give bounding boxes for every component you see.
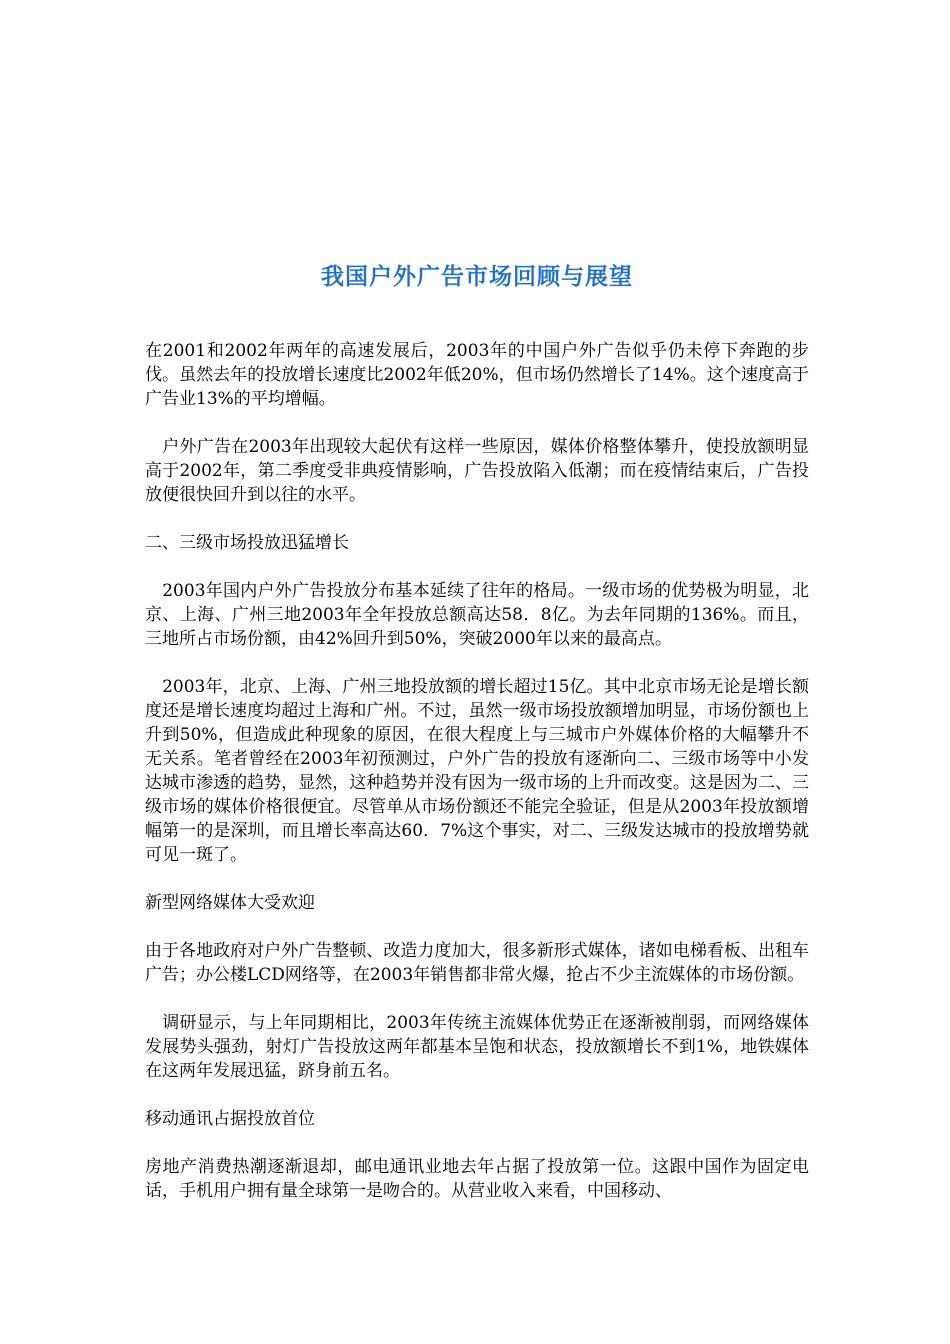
section-heading-tier-markets: 二、三级市场投放迅猛增长 — [145, 533, 349, 553]
paragraph-new-media: 由于各地政府对户外广告整顿、改造力度加大，很多新形式媒体，诸如电梯看板、出租车广告；办公楼LCD网络等，在2003年销售都非常火爆，抢占不少主流媒体的市场份额。 — [145, 941, 809, 985]
paragraph-distribution: 2003年国内户外广告投放分布基本延续了往年的格局。一级市场的优势极为明显，北京、上海、广州三地2003年全年投放总额高达58．8亿。为去年同期的136%。而且，三地所占市场份额，由42%回升到50%，突破2000年以来的最高点。 — [145, 581, 809, 649]
document-title: 我国户外广告市场回顾与展望 — [321, 263, 633, 290]
paragraph-growth: 2003年，北京、上海、广州三地投放额的增长超过15亿。其中北京市场无论是增长额度还是增长速度均超过上海和广州。不过，虽然一级市场投放额增加明显，市场份额也上升到50%，但造成此种现象的原因，在很大程度上与三城市户外媒体价格的大幅攀升不无关系。笔者曾经在2003年初预测过，户外广告的投放有逐渐向二、三级市场等中小发达城市渗透的趋势，显然，这种趋势并没有因为一级市场的上升而改变。这是因为二、三级市场的媒体价格很便宜。尽管单从市场份额还不能完全验证，但是从2003年投放额增幅第一的是深圳，而且增长率高达60．7%这个事实，对二、三级发达城市的投放增势就可见一斑了。 — [145, 677, 809, 865]
document-body — [145, 339, 809, 1227]
paragraph-telecom: 房地产消费热潮逐渐退却，邮电通讯业地去年占据了投放第一位。这跟中国作为固定电话，手机用户拥有量全球第一是吻合的。从营业收入来看，中国移动、 — [145, 1157, 809, 1201]
section-heading-mobile: 移动通讯占据投放首位 — [145, 1109, 315, 1129]
paragraph-fluctuation: 户外广告在2003年出现较大起伏有这样一些原因，媒体价格整体攀升，使投放额明显高于2002年，第二季度受非典疫情影响，广告投放陷入低潮；而在疫情结束后，广告投放便很快回升到以往的水平。 — [145, 437, 809, 505]
paragraph-survey: 调研显示，与上年同期相比，2003年传统主流媒体优势正在逐渐被削弱，而网络媒体发展势头强劲，射灯广告投放这两年都基本呈饱和状态，投放额增长不到1%，地铁媒体在这两年发展迅猛，跻身前五名。 — [145, 1013, 809, 1081]
section-heading-network-media: 新型网络媒体大受欢迎 — [145, 893, 315, 913]
paragraph-intro: 在2001和2002年两年的高速发展后，2003年的中国户外广告似乎仍未停下奔跑的步伐。虽然去年的投放增长速度比2002年低20%，但市场仍然增长了14%。这个速度高于广告业13%的平均增幅。 — [145, 341, 809, 409]
